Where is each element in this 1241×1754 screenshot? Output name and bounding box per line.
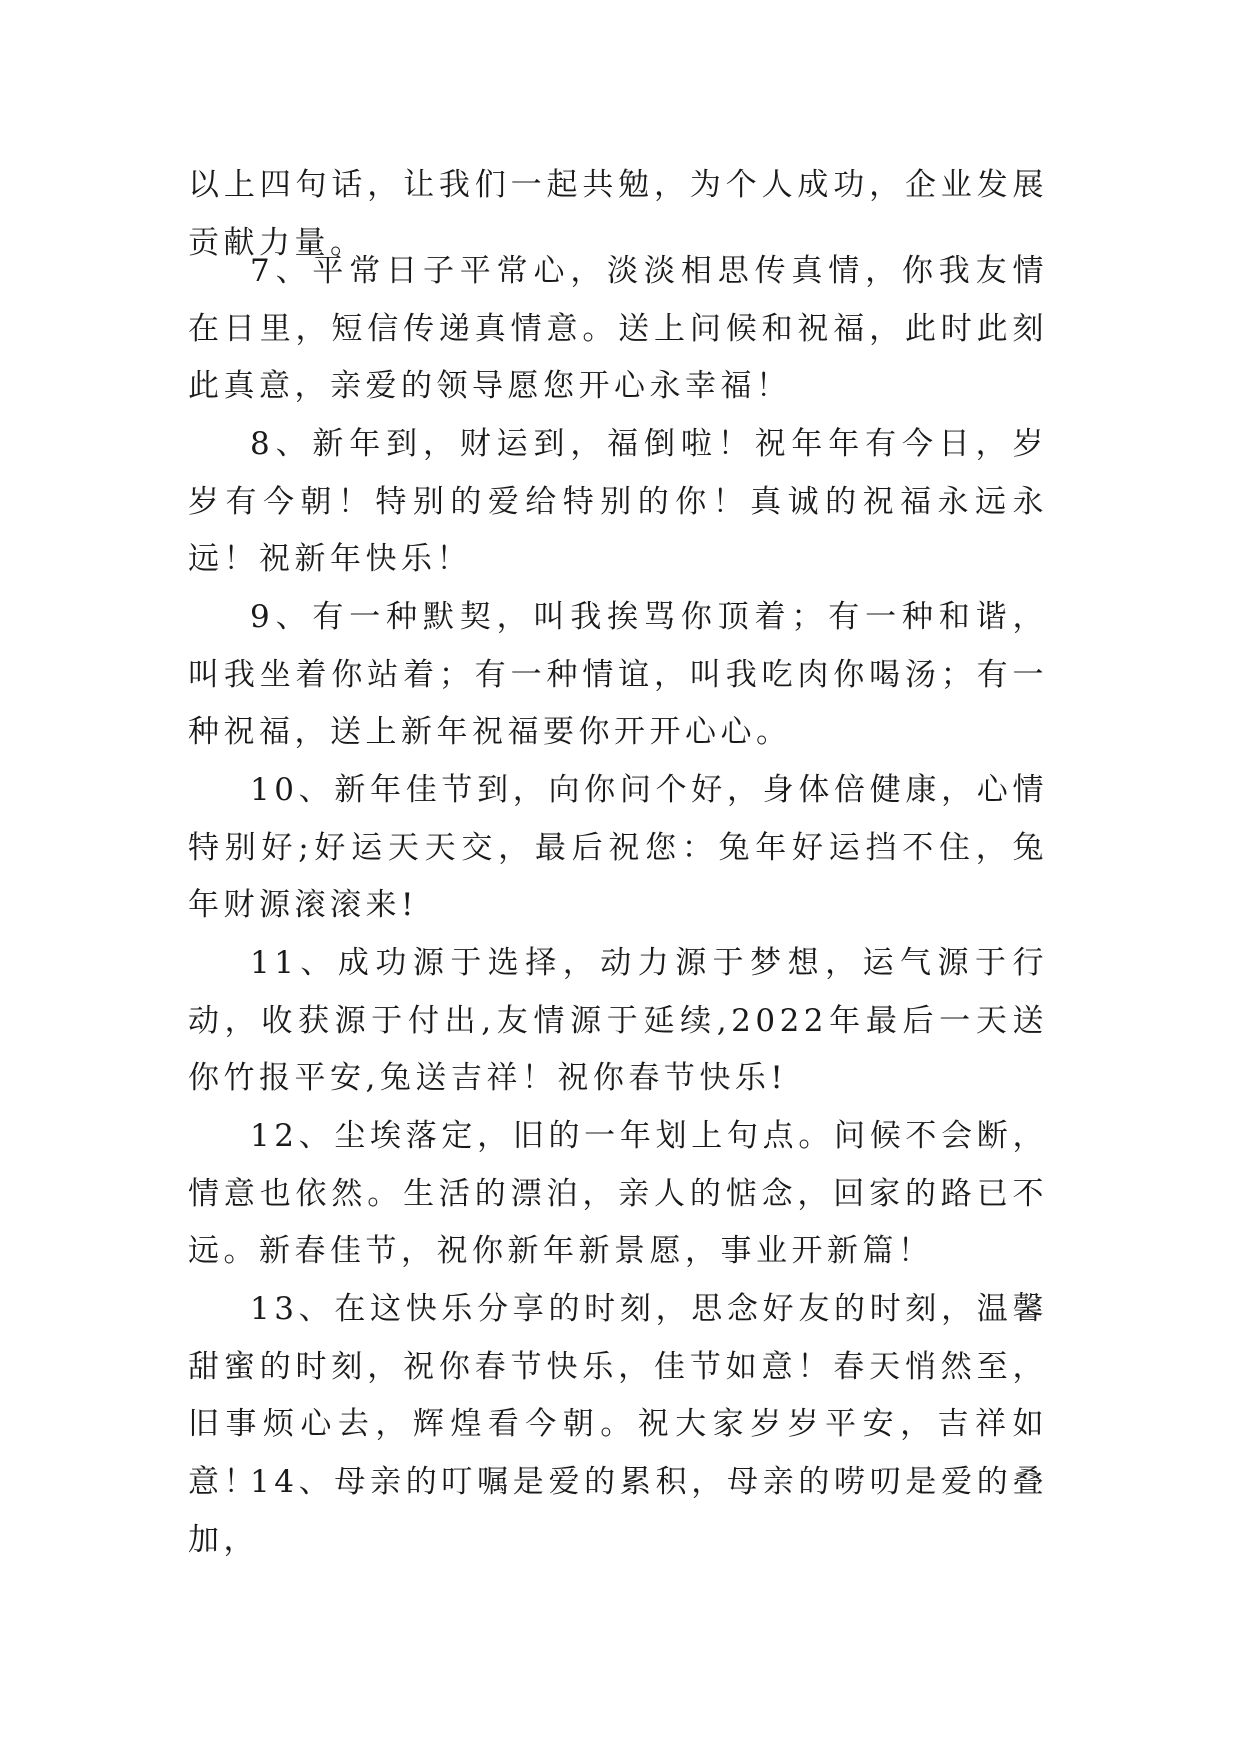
paragraph-item-10: 10、新年佳节到，向你问个好，身体倍健康，心情特别好;好运天天交，最后祝您：兔年好运挡不住，兔年财源滚滚来! [188,772,1048,923]
paragraph-item-11: 11、成功源于选择，动力源于梦想，运气源于行动，收获源于付出,友情源于延续,2022年最后一天送你竹报平安,兔送吉祥！祝你春节快乐! [188,945,1048,1096]
paragraph-item-13: 13、在这快乐分享的时刻，思念好友的时刻，温馨甜蜜的时刻，祝你春节快乐，佳节如意！春天悄然至，旧事烦心去，辉煌看今朝。祝大家岁岁平安，吉祥如意！ [188,1291,1048,1500]
paragraph-item-8: 8、新年到，财运到，福倒啦！祝年年有今日，岁岁有今朝！特别的爱给特别的你！真诚的祝福永远永远！祝新年快乐！ [188,426,1048,577]
paragraph-item-12: 12、尘埃落定，旧的一年划上句点。问候不会断，情意也依然。生活的漂泊，亲人的惦念，回家的路已不远。新春佳节，祝你新年新景愿，事业开新篇！ [188,1118,1048,1269]
paragraph-item-9: 9、有一种默契，叫我挨骂你顶着；有一种和谐，叫我坐着你站着；有一种情谊，叫我吃肉你喝汤；有一种祝福，送上新年祝福要你开开心心。 [188,599,1048,750]
paragraph-item-14: 14、母亲的叮嘱是爱的累积，母亲的唠叨是爱的叠加， [188,1464,1048,1558]
paragraph-item-7: 7、平常日子平常心，淡淡相思传真情，你我友情在日里，短信传递真情意。送上问候和祝福，此时此刻此真意，亲爱的领导愿您开心永幸福！ [188,253,1048,404]
paragraph-intro-closing: 以上四句话，让我们一起共勉，为个人成功，企业发展贡献力量。 [188,167,1048,261]
